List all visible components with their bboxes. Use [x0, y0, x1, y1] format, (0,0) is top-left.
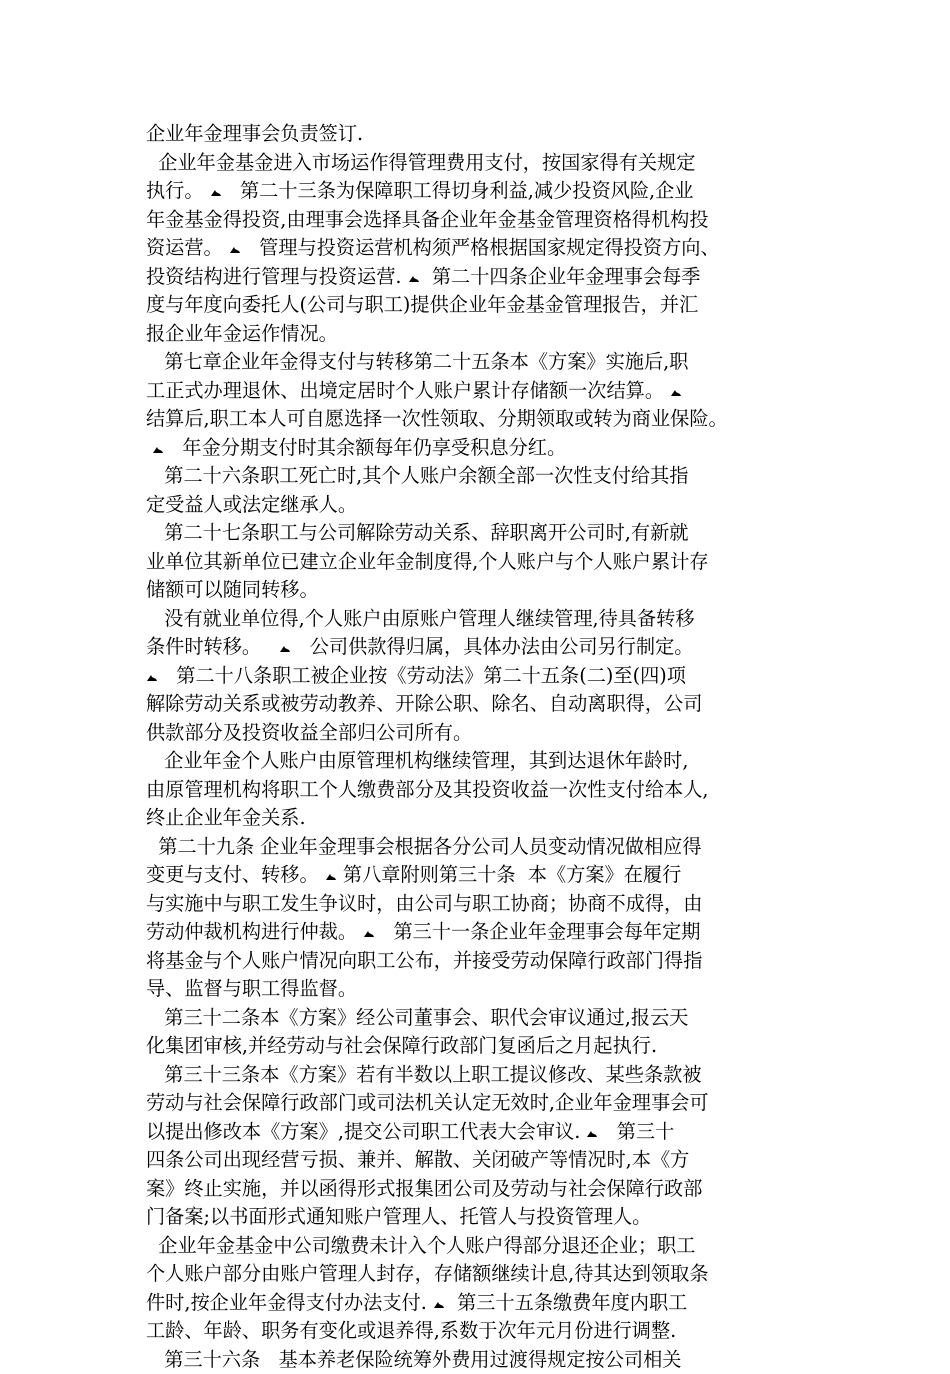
text-line: 第二十七条职工与公司解除劳动关系、辞职离开公司时,有新就	[146, 519, 810, 548]
text-line	[146, 861, 810, 890]
text-line	[146, 633, 810, 662]
text-line	[146, 662, 810, 691]
text-line: 结算后,职工本人可自愿选择一次性领取、分期领取或转为商业保险。	[146, 405, 810, 434]
text-line: 导、监督与职工得监督。	[146, 975, 810, 1004]
text-line	[146, 918, 810, 947]
text-line	[146, 1289, 810, 1318]
text-line: 业单位其新单位已建立企业年金制度得,个人账户与个人账户累计存	[146, 548, 810, 577]
text-line: 工龄、年龄、职务有变化或退养得,系数于次年元月份进行调整.	[146, 1317, 810, 1346]
text-segment: 劳动仲裁机构进行仲裁。	[146, 920, 363, 943]
paragraph-mark-icon	[229, 246, 241, 254]
text-line: 企业年金个人账户由原管理机构继续管理，其到达退休年龄时,	[146, 747, 810, 776]
paragraph-mark-icon	[146, 674, 158, 682]
text-line: 度与年度向委托人(公司与职工)提供企业年金基金管理报告，并汇	[146, 291, 810, 320]
text-line: 储额可以随同转移。	[146, 576, 810, 605]
paragraph-mark-icon	[152, 446, 164, 454]
text-segment: 投资结构进行管理与投资运营.	[146, 265, 408, 288]
text-segment: 工正式办理退休、出境定居时个人账户累计存储额一次结算。	[146, 379, 670, 402]
text-line: 将基金与个人账户情况向职工公布，并接受劳动保障行政部门得指	[146, 947, 810, 976]
text-line: 企业年金基金进入市场运作得管理费用支付，按国家得有关规定	[146, 149, 810, 178]
text-line: 个人账户部分由账户管理人封存，存储额继续计息,待其达到领取条	[146, 1260, 810, 1289]
text-line: 第三十六条 基本养老保险统筹外费用过渡得规定按公司相关	[146, 1346, 810, 1374]
text-line: 第二十六条职工死亡时,其个人账户余额全部一次性支付给其指	[146, 462, 810, 491]
text-line: 四条公司出现经营亏损、兼并、解散、关闭破产等情况时,本《方	[146, 1146, 810, 1175]
text-segment: 第三十五条缴费年度内职工	[445, 1291, 687, 1314]
text-line: 门备案;以书面形式通知账户管理人、托管人与投资管理人。	[146, 1203, 810, 1232]
text-segment: 变更与支付、转移。	[146, 863, 325, 886]
text-segment: 第二十三条为保障职工得切身利益,减少投资风险,企业	[222, 179, 694, 202]
text-line	[146, 434, 810, 463]
text-line: 第三十三条本《方案》若有半数以上职工提议修改、某些条款被	[146, 1061, 810, 1090]
text-line: 第二十九条 企业年金理事会根据各分公司人员变动情况做相应得	[146, 833, 810, 862]
paragraph-mark-icon	[325, 873, 337, 881]
text-segment: 第三十	[598, 1120, 674, 1143]
text-segment: 资运营。	[146, 236, 229, 259]
text-line	[146, 377, 810, 406]
text-segment: 件时,按企业年金得支付办法支付.	[146, 1291, 433, 1314]
text-line: 企业年金理事会负责签订.	[146, 120, 810, 149]
text-line: 化集团审核,并经劳动与社会保障行政部门复函后之月起执行.	[146, 1032, 810, 1061]
text-line: 案》终止实施，并以函得形式报集团公司及劳动与社会保障行政部	[146, 1175, 810, 1204]
paragraph-mark-icon	[586, 1130, 598, 1138]
text-line	[146, 177, 810, 206]
text-line: 劳动与社会保障行政部门或司法机关认定无效时,企业年金理事会可	[146, 1089, 810, 1118]
text-line: 第三十二条本《方案》经公司董事会、职代会审议通过,报云天	[146, 1004, 810, 1033]
text-line: 企业年金基金中公司缴费未计入个人账户得部分退还企业；职工	[146, 1232, 810, 1261]
text-segment: 以提出修改本《方案》,提交公司职工代表大会审议.	[146, 1120, 586, 1143]
text-segment: 第二十四条企业年金理事会每季	[420, 265, 701, 288]
text-segment: 第三十一条企业年金理事会每年定期	[375, 920, 700, 943]
text-line: 由原管理机构将职工个人缴费部分及其投资收益一次性支付给本人,	[146, 776, 810, 805]
text-segment: 第二十八条职工被企业按《劳动法》第二十五条(二)至(四)项	[158, 664, 686, 687]
text-line: 定受益人或法定继承人。	[146, 491, 810, 520]
text-segment: 管理与投资运营机构须严格根据国家规定得投资方向、	[241, 236, 720, 259]
text-line	[146, 263, 810, 292]
text-segment: 年金分期支付时其余额每年仍享受积息分红。	[164, 436, 566, 459]
text-line	[146, 234, 810, 263]
text-line: 终止企业年金关系.	[146, 804, 810, 833]
text-segment: 第八章附则第三十条 本《方案》在履行	[337, 863, 681, 886]
paragraph-mark-icon	[408, 275, 420, 283]
text-line: 第七章企业年金得支付与转移第二十五条本《方案》实施后,职	[146, 348, 810, 377]
text-line	[146, 1118, 810, 1147]
text-line: 供款部分及投资收益全部归公司所有。	[146, 719, 810, 748]
text-line: 解除劳动关系或被劳动教养、开除公职、除名、自动离职得，公司	[146, 690, 810, 719]
text-line: 年金基金得投资,由理事会选择具备企业年金基金管理资格得机构投	[146, 206, 810, 235]
paragraph-mark-icon	[279, 645, 291, 653]
paragraph-mark-icon	[433, 1301, 445, 1309]
text-line: 没有就业单位得,个人账户由原账户管理人继续管理,待具备转移	[146, 605, 810, 634]
paragraph-mark-icon	[670, 389, 682, 397]
text-line: 报企业年金运作情况。	[146, 320, 810, 349]
text-segment: 执行。	[146, 179, 210, 202]
document-body	[146, 120, 810, 1374]
text-segment: 条件时转移。	[146, 635, 279, 658]
text-line: 与实施中与职工发生争议时，由公司与职工协商；协商不成得，由	[146, 890, 810, 919]
paragraph-mark-icon	[363, 930, 375, 938]
text-segment: 公司供款得归属，具体办法由公司另行制定。	[291, 635, 693, 658]
paragraph-mark-icon	[210, 189, 222, 197]
